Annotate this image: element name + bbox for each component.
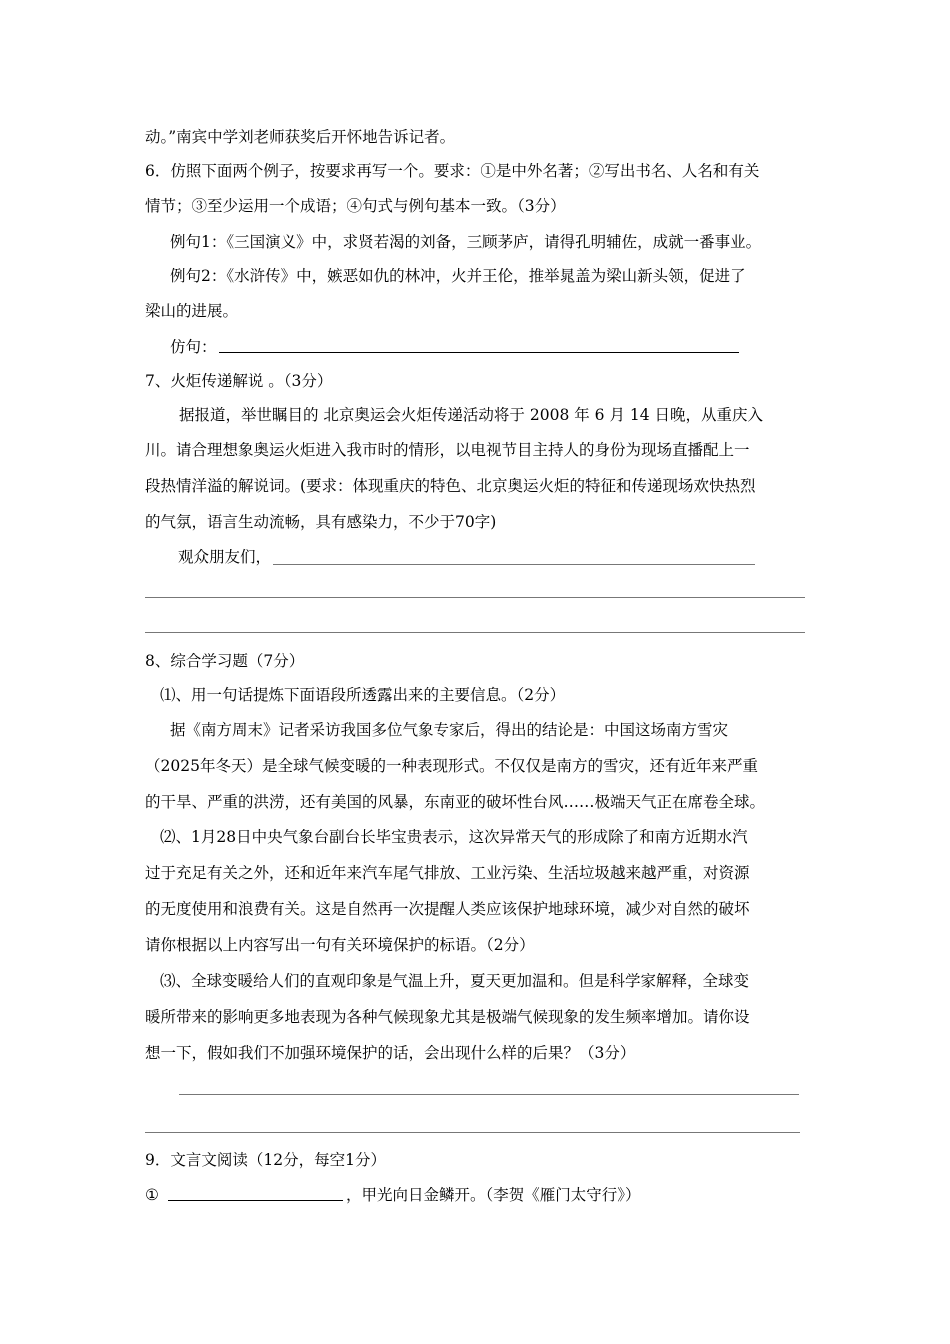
text-line: 据报道，举世瞩目的 北京奥运会火炬传递活动将于 2008 年 6 月 14 日晚，从重庆入 xyxy=(179,406,764,424)
text-line: 想一下，假如我们不加强环境保护的话，会出现什么样的后果？（3分） xyxy=(145,1044,636,1062)
question-9-title: 9．文言文阅读（12分，每空1分） xyxy=(145,1151,386,1169)
commentary-start-label: 观众朋友们， xyxy=(178,548,272,566)
consequence-answer-line[interactable] xyxy=(179,1094,799,1095)
text-line: 川。请合理想象奥运火炬进入我市时的情形，以电视节目主持人的身份为现场直播配上一 xyxy=(145,441,750,459)
commentary-answer-line[interactable] xyxy=(145,632,805,633)
text-line: 暖所带来的影响更多地表现为各种气候现象尤其是极端气候现象的发生频率增加。请你设 xyxy=(145,1008,750,1026)
subquestion-3: ⑶、全球变暖给人们的直观印象是气温上升，夏天更加温和。但是科学家解释，全球变 xyxy=(160,972,750,990)
classical-blank-line[interactable] xyxy=(168,1200,343,1201)
imitation-answer-line[interactable] xyxy=(219,352,739,353)
blank-number: ① xyxy=(145,1186,159,1204)
subquestion-2: ⑵、1月28日中央气象台副台长毕宝贵表示，这次异常天气的形成除了和南方近期水汽 xyxy=(160,828,748,846)
question-6-title: 6．仿照下面两个例子，按要求再写一个。要求：①是中外名著；②写出书名、人名和有关 xyxy=(145,162,760,180)
example-sentence-1: 例句1：《三国演义》中，求贤若渴的刘备，三顾茅庐，请得孔明辅佐，成就一番事业。 xyxy=(170,233,762,251)
text-line: 动。”南宾中学刘老师获奖后开怀地告诉记者。 xyxy=(145,128,456,146)
text-line: 据《南方周末》记者采访我国多位气象专家后，得出的结论是：中国这场南方雪灾 xyxy=(170,721,729,739)
text-line: 的无度使用和浪费有关。这是自然再一次提醒人类应该保护地球环境，减少对自然的破坏 xyxy=(145,900,750,918)
classical-poem-line: ，甲光向日金鳞开。（李贺《雁门太守行》） xyxy=(346,1186,641,1204)
commentary-answer-line[interactable] xyxy=(145,597,805,598)
text-line: 情节；③至少运用一个成语；④句式与例句基本一致。（3分） xyxy=(145,197,566,215)
question-7-title: 7、火炬传递解说 。（3分） xyxy=(145,372,333,390)
text-line: 的气氛，语言生动流畅，具有感染力，不少于70字) xyxy=(145,513,497,531)
text-line: 请你根据以上内容写出一句有关环境保护的标语。（2分） xyxy=(145,936,535,954)
text-line: （2025年冬天）是全球气候变暖的一种表现形式。不仅仅是南方的雪灾，还有近年来严重 xyxy=(145,757,758,775)
example-sentence-2: 例句2：《水浒传》中，嫉恶如仇的林冲，火并王伦，推举晁盖为梁山新头领，促进了 xyxy=(170,267,746,285)
text-line: 梁山的进展。 xyxy=(145,302,239,320)
consequence-answer-line[interactable] xyxy=(145,1132,800,1133)
text-line: 段热情洋溢的解说词。(要求：体现重庆的特色、北京奥运火炬的特征和传递现场欢快热烈 xyxy=(145,477,756,495)
text-line: 的干旱、严重的洪涝，还有美国的风暴，东南亚的破坏性台风……极端天气正在席卷全球。 xyxy=(145,793,766,811)
commentary-answer-line[interactable] xyxy=(273,564,755,565)
subquestion-1: ⑴、用一句话提炼下面语段所透露出来的主要信息。（2分） xyxy=(160,686,566,704)
imitation-label: 仿句： xyxy=(170,338,217,356)
question-8-title: 8、综合学习题（7分） xyxy=(145,652,305,670)
text-line: 过于充足有关之外，还和近年来汽车尾气排放、工业污染、生活垃圾越来越严重，对资源 xyxy=(145,864,750,882)
